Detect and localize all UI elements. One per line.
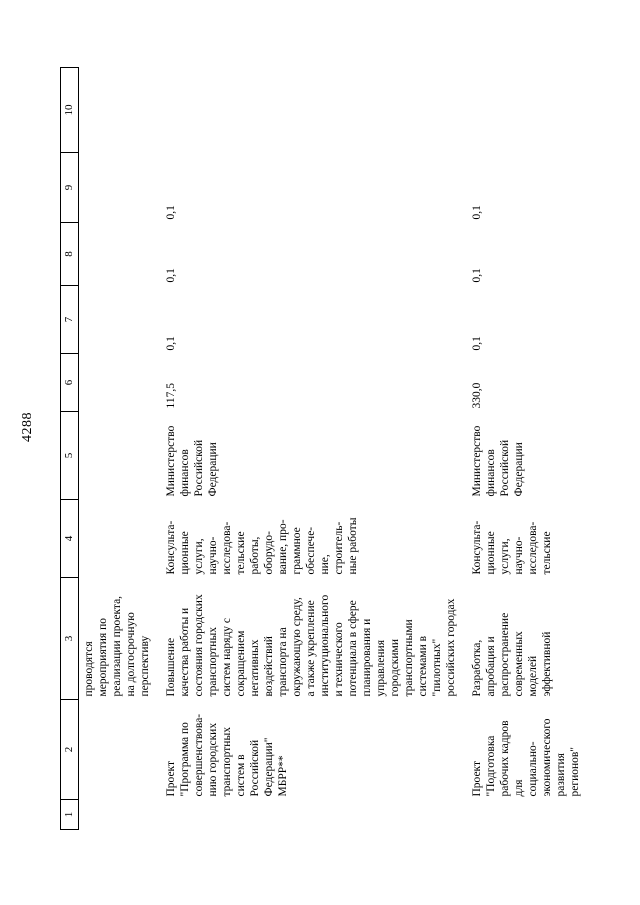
value-col8: 0,1: [165, 268, 177, 283]
value-col6: 330,0: [471, 382, 483, 409]
table-row: [462, 68, 586, 830]
value-col10: [156, 68, 462, 153]
value-col6: 117,5: [165, 383, 177, 409]
project-name: Проект "Программа по совершенствова- нию городских транспортных систем в Российской Федерации" МБРР**: [165, 713, 289, 797]
project-goal-continued: проводятся мероприятия по реализации проекта, на долгосрочную перспективу: [83, 595, 151, 697]
value-col9: 0,1: [471, 205, 483, 220]
column-number: 4: [61, 500, 79, 578]
projects-table: [60, 67, 586, 830]
value-col7: 0,1: [471, 336, 483, 351]
column-number: 1: [61, 800, 79, 830]
column-number: 2: [61, 700, 79, 800]
value-col7: 0,1: [165, 336, 177, 351]
project-components: Консульта- ционные услуги, научно- исследова- тельские: [471, 520, 553, 575]
column-number: 9: [61, 153, 79, 223]
value-col9: 0,1: [165, 205, 177, 220]
column-number-row: [61, 68, 79, 830]
responsible-body: Министерство финансов Российской Федерации: [471, 425, 525, 497]
page-number: 4288: [20, 412, 35, 442]
rotated-table-page: [60, 68, 580, 830]
row-index: [156, 800, 462, 830]
project-goal: Разработка, апробация и распространение современных моделей эффективной: [471, 612, 553, 697]
table-row: [156, 68, 462, 830]
responsible-body: Министерство финансов Российской Федерации: [165, 425, 219, 497]
column-number: 6: [61, 354, 79, 412]
column-number: 3: [61, 578, 79, 700]
column-number: 10: [61, 68, 79, 153]
project-goal: Повышение качества работы и состояния городских транспортных систем наряду с сокращением негативных воздействий транспорта на окружающую среду, а также укрепление институционального и технического потенциала в сфере планирования и управления городскими транспортными системами в "пилотных" российских городах: [165, 594, 457, 697]
continuation-row: [79, 68, 157, 830]
value-col8: 0,1: [471, 268, 483, 283]
project-name: Проект "Подготовка рабочих кадров для социально- экономического развития регионов": [471, 718, 581, 797]
column-number: 5: [61, 412, 79, 500]
column-number: 8: [61, 223, 79, 286]
value-col10: [462, 68, 586, 153]
project-components: Консульта- ционные услуги, научно- исследова- тельские работы, оборудо- вание, про- граммное обеспече- ние, строитель- ные работы: [165, 517, 359, 575]
column-number: 7: [61, 286, 79, 354]
row-index: [462, 800, 586, 830]
